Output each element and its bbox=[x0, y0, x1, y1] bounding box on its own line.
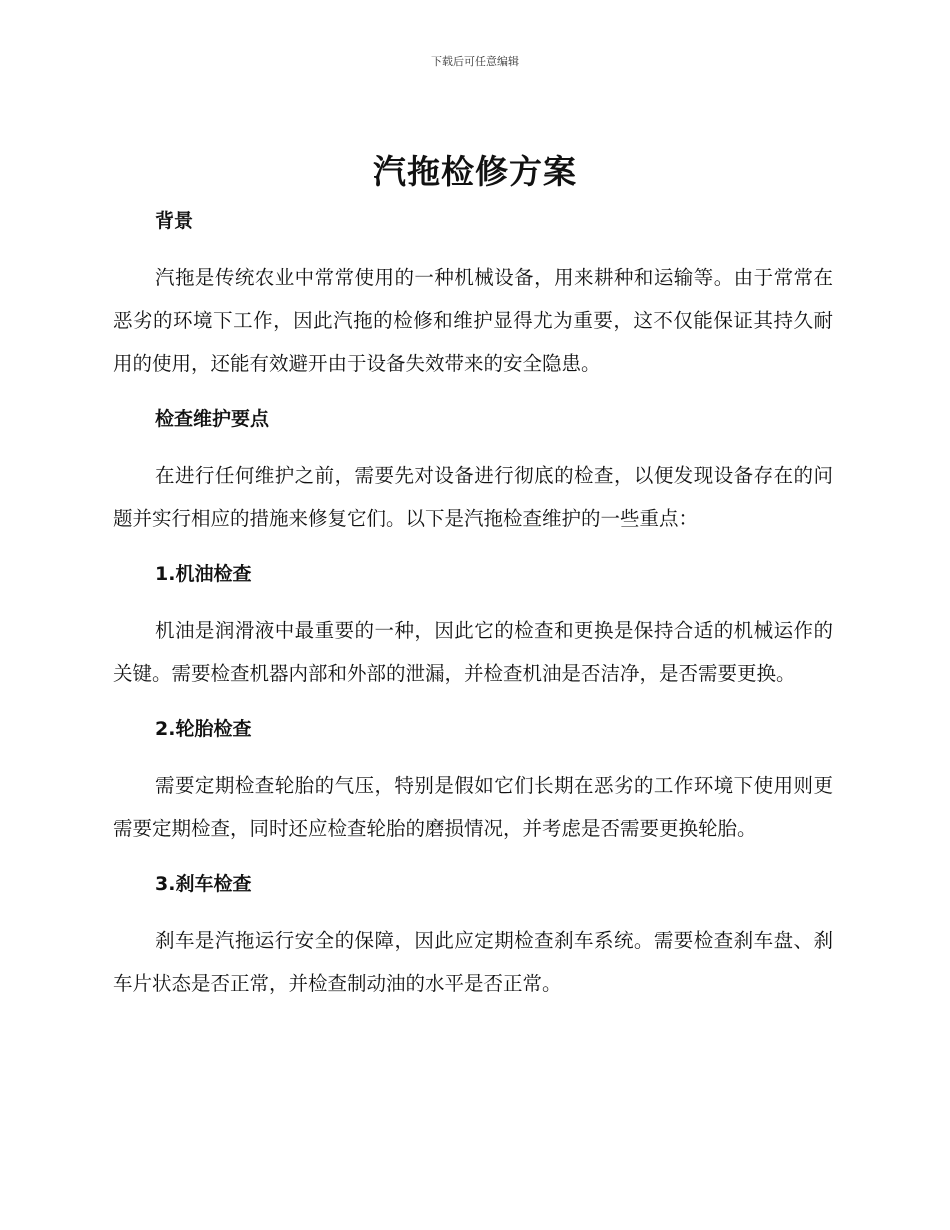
section-inspection-points bbox=[113, 402, 833, 540]
section-brake-check bbox=[113, 867, 833, 1005]
section-heading: 2.轮胎检查 bbox=[155, 718, 252, 740]
section-tire-check bbox=[113, 712, 833, 850]
section-heading: 检查维护要点 bbox=[155, 408, 270, 430]
section-heading: 3.刹车检查 bbox=[155, 873, 252, 895]
section-heading: 背景 bbox=[155, 210, 194, 232]
section-paragraph: 刹车是汽拖运行安全的保障，因此应定期检查刹车系统。需要检查刹车盘、刹车片状态是否正常，并检查制动油的水平是否正常。 bbox=[113, 929, 833, 995]
section-paragraph: 在进行任何维护之前，需要先对设备进行彻底的检查，以便发现设备存在的问题并实行相应的措施来修复它们。以下是汽拖检查维护的一些重点： bbox=[113, 464, 833, 530]
document-title: 汽拖检修方案 bbox=[373, 152, 577, 191]
section-paragraph: 汽拖是传统农业中常常使用的一种机械设备，用来耕种和运输等。由于常常在恶劣的环境下工作，因此汽拖的检修和维护显得尤为重要，这不仅能保证其持久耐用的使用，还能有效避开由于设备失效带来的安全隐患。 bbox=[113, 266, 833, 375]
section-oil-check bbox=[113, 557, 833, 695]
section-heading: 1.机油检查 bbox=[155, 563, 252, 585]
document-body bbox=[113, 204, 833, 1022]
section-paragraph: 需要定期检查轮胎的气压，特别是假如它们长期在恶劣的工作环境下使用则更需要定期检查，同时还应检查轮胎的磨损情况，并考虑是否需要更换轮胎。 bbox=[113, 774, 833, 840]
section-paragraph: 机油是润滑液中最重要的一种，因此它的检查和更换是保持合适的机械运作的关键。需要检查机器内部和外部的泄漏，并检查机油是否洁净，是否需要更换。 bbox=[113, 619, 833, 685]
page-header: 下载后可任意编辑 bbox=[431, 55, 519, 68]
section-background bbox=[113, 204, 833, 385]
